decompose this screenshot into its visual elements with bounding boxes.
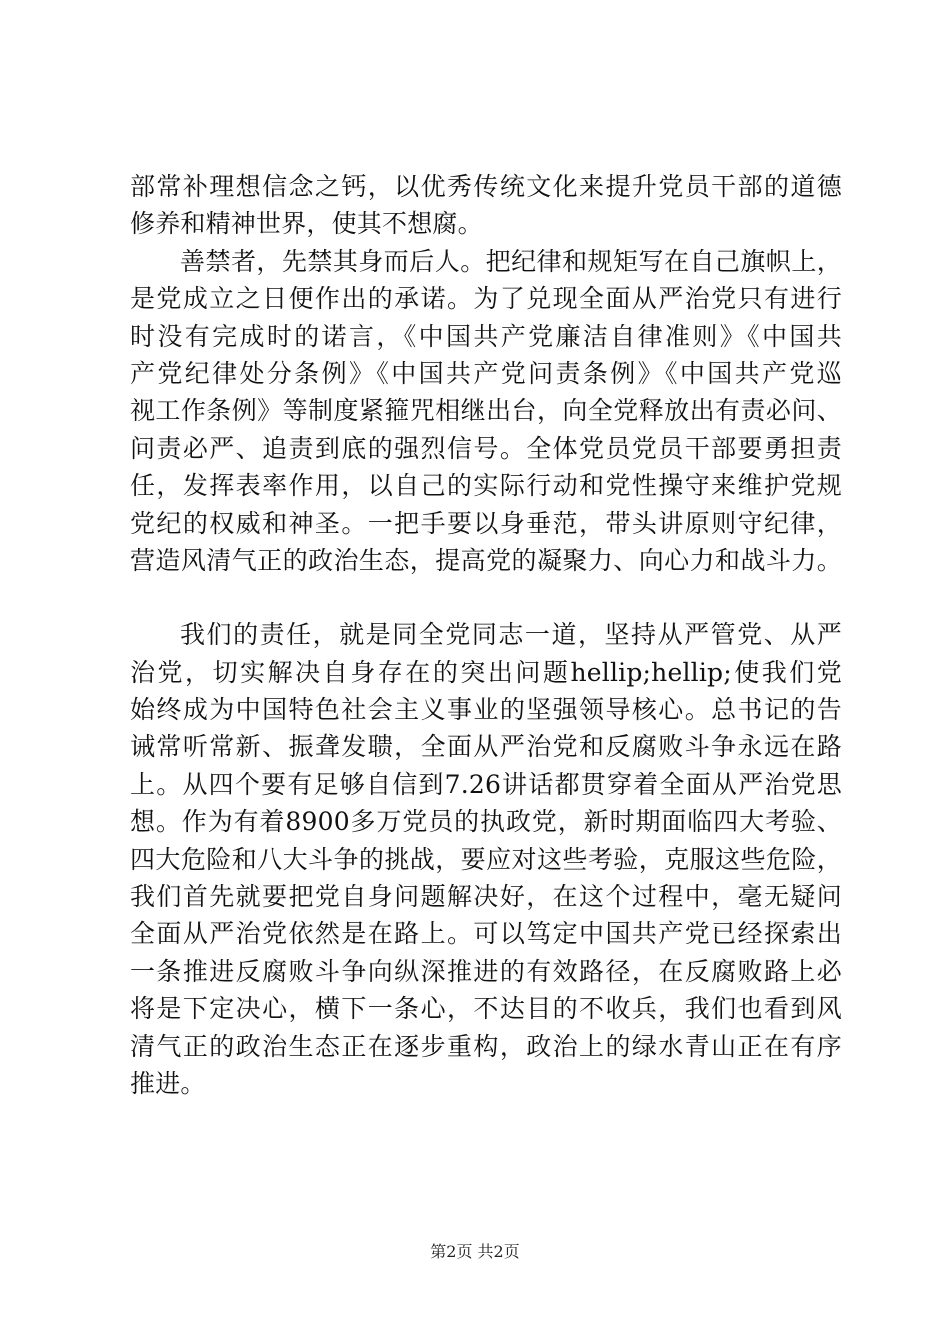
text-line: 我们的责任，就是同全党同志一道，坚持从严管党、从严 [180, 620, 842, 650]
text-line: 全面从严治党依然是在路上。可以笃定中国共产党已经探索出 [130, 919, 842, 949]
text-line: 营造风清气正的政治生态，提高党的凝聚力、向心力和战斗力。 [130, 545, 842, 575]
text-line: 推进。 [130, 1068, 206, 1098]
text-line: 任，发挥表率作用，以自己的实际行动和党性操守来维护党规 [130, 471, 842, 501]
text-line: 产党纪律处分条例》《中国共产党问责条例》《中国共产党巡 [130, 358, 842, 388]
text-line: 一条推进反腐败斗争向纵深推进的有效路径，在反腐败路上必 [130, 956, 842, 986]
text-line: 上。从四个要有足够自信到7.26讲话都贯穿着全面从严治党思 [130, 769, 842, 799]
text-line: 部常补理想信念之钙，以优秀传统文化来提升党员干部的道德 [130, 172, 842, 201]
paragraph-spacer [130, 579, 842, 616]
text-line: 清气正的政治生态正在逐步重构，政治上的绿水青山正在有序 [130, 1031, 842, 1061]
text-line: 治党，切实解决自身存在的突出问题hellip;hellip;使我们党 [130, 657, 842, 687]
text-line: 将是下定决心，横下一条心，不达目的不收兵，我们也看到风 [130, 994, 842, 1024]
text-line: 四大危险和八大斗争的挑战，要应对这些考验，克服这些危险， [130, 844, 842, 874]
text-line: 我们首先就要把党自身问题解决好，在这个过程中，毫无疑问 [130, 882, 842, 912]
paragraph [130, 168, 842, 243]
text-line: 是党成立之日便作出的承诺。为了兑现全面从严治党只有进行 [130, 284, 842, 314]
text-line: 修养和精神世界，使其不想腐。 [130, 209, 483, 239]
paragraph [130, 243, 842, 580]
document-body [130, 168, 842, 1102]
page-number-footer: 第2页 共2页 [430, 1242, 520, 1261]
paragraph [130, 616, 842, 1102]
text-line: 想。作为有着8900多万党员的执政党，新时期面临四大考验、 [130, 807, 842, 837]
text-line: 党纪的权威和神圣。一把手要以身垂范，带头讲原则守纪律， [130, 508, 842, 538]
text-line: 始终成为中国特色社会主义事业的坚强领导核心。总书记的告 [130, 695, 842, 725]
text-line: 诫常听常新、振聋发聩，全面从严治党和反腐败斗争永远在路 [130, 732, 842, 762]
text-line: 视工作条例》等制度紧箍咒相继出台，向全党释放出有责必问、 [130, 396, 842, 426]
text-line: 善禁者，先禁其身而后人。把纪律和规矩写在自己旗帜上， [180, 246, 842, 276]
text-line: 时没有完成时的诺言，《中国共产党廉洁自律准则》《中国共 [130, 321, 842, 351]
text-line: 问责必严、追责到底的强烈信号。全体党员党员干部要勇担责 [130, 433, 842, 463]
